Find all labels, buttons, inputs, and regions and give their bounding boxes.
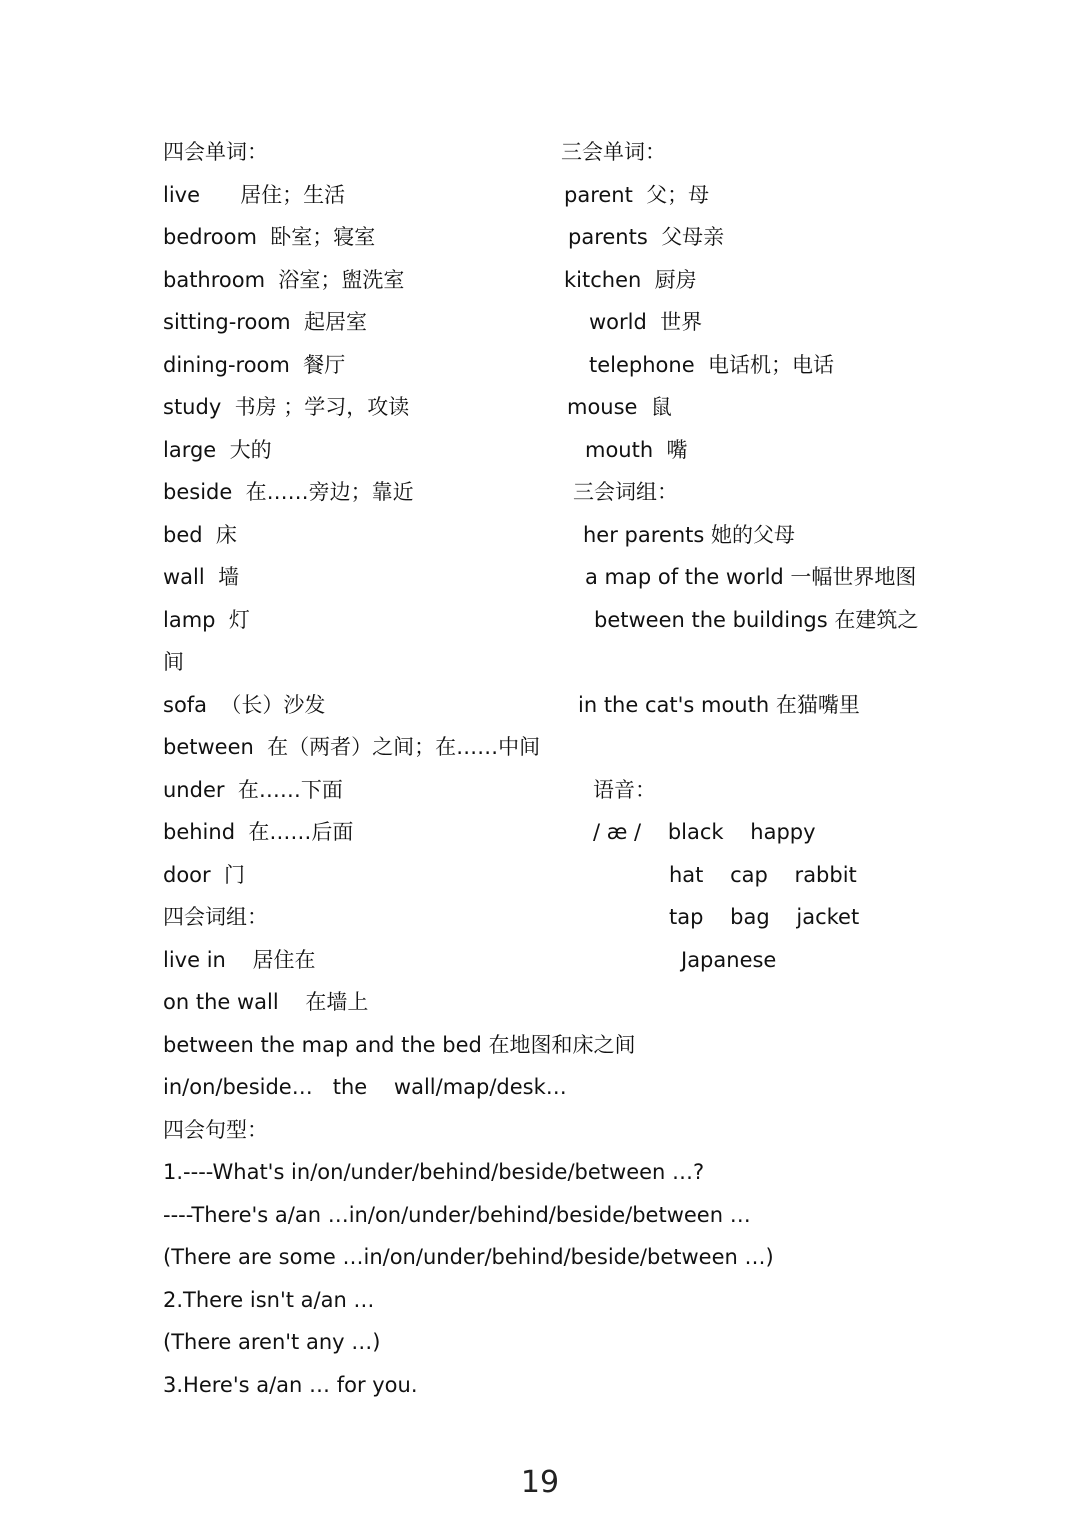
vocab-item: mouth 嘴: [585, 438, 688, 462]
phrase-item: between the buildings 在建筑之: [594, 608, 919, 632]
phonics-item: / æ / black happy: [593, 820, 816, 844]
vocab-item: between 在（两者）之间；在……中间: [163, 735, 541, 759]
page-number: 19: [520, 1465, 560, 1500]
sentence-item: 3.Here's a/an … for you.: [163, 1373, 418, 1397]
vocab-item: sitting-room 起居室: [163, 310, 367, 334]
phrase-item: live in 居住在: [163, 948, 316, 972]
sentence-item: (There are some …in/on/under/behind/beside/between …): [163, 1245, 774, 1269]
vocab-item: bed 床: [163, 523, 237, 547]
vocab-item: bathroom 浴室；盥洗室: [163, 268, 405, 292]
left-heading-words: 四会单词：: [163, 140, 268, 164]
vocab-item: mouse 鼠: [567, 395, 672, 419]
vocab-item: wall 墙: [163, 565, 240, 589]
vocab-item: sofa （长）沙发: [163, 693, 326, 717]
phrase-item: between the map and the bed 在地图和床之间: [163, 1033, 636, 1057]
vocab-item: parent 父；母: [564, 183, 710, 207]
phrase-item: in/on/beside… the wall/map/desk…: [163, 1075, 567, 1099]
sentence-item: (There aren't any …): [163, 1330, 381, 1354]
vocab-item: live 居住；生活: [163, 183, 346, 207]
vocab-item: telephone 电话机；电话: [589, 353, 834, 377]
phrase-item: in the cat's mouth 在猫嘴里: [578, 693, 860, 717]
phonics-item: Japanese: [681, 948, 777, 972]
left-heading-sentences: 四会句型：: [163, 1118, 268, 1142]
phrase-item: her parents 她的父母: [583, 523, 795, 547]
phonics-item: hat cap rabbit: [669, 863, 857, 887]
vocab-item: bedroom 卧室；寝室: [163, 225, 376, 249]
sentence-item: 2.There isn't a/an …: [163, 1288, 375, 1312]
vocab-item: lamp 灯: [163, 608, 250, 632]
vocab-item: study 书房 ；学习，攻读: [163, 395, 410, 419]
vocab-item: door 门: [163, 863, 246, 887]
right-heading-phrases: 三会词组：: [573, 480, 678, 504]
phrase-item: a map of the world 一幅世界地图: [585, 565, 917, 589]
vocab-item: parents 父母亲: [568, 225, 725, 249]
right-heading-phonics: 语音：: [593, 778, 656, 802]
vocab-item: dining-room 餐厅: [163, 353, 346, 377]
vocab-item: beside 在……旁边；靠近: [163, 480, 414, 504]
phrase-item: on the wall 在墙上: [163, 990, 369, 1014]
sentence-item: ----There's a/an …in/on/under/behind/beside/between …: [163, 1203, 751, 1227]
vocab-item: under 在……下面: [163, 778, 343, 802]
sentence-item: 1.----What's in/on/under/behind/beside/between …?: [163, 1160, 705, 1184]
vocab-item: 间: [163, 650, 184, 674]
vocab-item: large 大的: [163, 438, 272, 462]
left-heading-phrases: 四会词组：: [163, 905, 268, 929]
right-heading-words: 三会单词：: [561, 140, 666, 164]
vocab-item: kitchen 厨房: [564, 268, 697, 292]
vocab-item: world 世界: [589, 310, 703, 334]
vocab-item: behind 在……后面: [163, 820, 354, 844]
phonics-item: tap bag jacket: [669, 905, 860, 929]
